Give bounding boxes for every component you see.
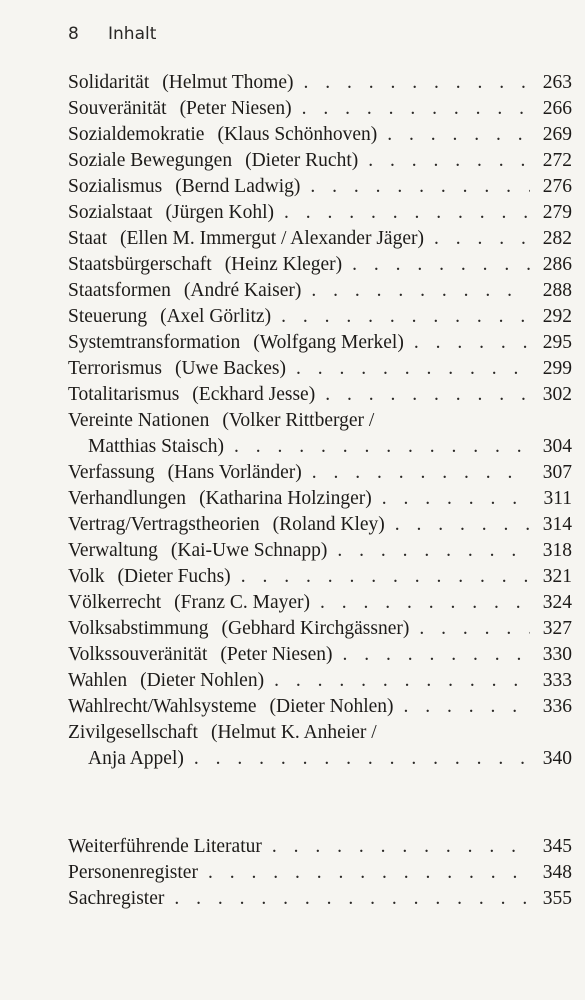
entry-author: (Katharina Holzinger) — [199, 488, 372, 509]
entry-label — [68, 616, 409, 642]
toc-entry[interactable] — [68, 590, 572, 616]
toc-entry[interactable] — [68, 356, 572, 382]
entry-author: (Peter Niesen) — [220, 644, 333, 665]
section-gap — [68, 772, 572, 834]
entry-page-number: 286 — [542, 254, 572, 275]
running-header — [68, 24, 156, 44]
entry-page-number: 302 — [542, 384, 572, 405]
entry-term: Soziale Bewegungen — [68, 150, 233, 171]
entry-author: (Klaus Schönhoven) — [217, 124, 378, 145]
dot-leader — [395, 512, 530, 538]
dot-leader — [234, 434, 530, 460]
dot-leader — [325, 382, 530, 408]
entry-label — [68, 382, 315, 408]
entry-label — [68, 886, 164, 912]
entry-author: (Eckhard Jesse) — [192, 384, 316, 405]
entry-label — [68, 252, 342, 278]
entry-author: (Kai-Uwe Schnapp) — [170, 540, 328, 561]
entry-author: (Helmut Thome) — [162, 72, 294, 93]
entry-label — [68, 330, 404, 356]
entry-term: Volkssouveränität — [68, 644, 208, 665]
appendix-term: Weiterführende Literatur — [68, 836, 262, 857]
entry-page-number: 292 — [542, 306, 572, 327]
dot-leader — [368, 148, 530, 174]
dot-leader — [274, 668, 530, 694]
entry-term: Totalitarismus — [68, 384, 180, 405]
toc-entry[interactable] — [68, 538, 572, 564]
entry-term: Vereinte Nationen — [68, 410, 210, 431]
entry-author-continuation: Anja Appel) — [88, 748, 184, 769]
toc-entry[interactable] — [68, 512, 572, 538]
entry-author: (Jürgen Kohl) — [165, 202, 274, 223]
entry-page-number: 321 — [542, 566, 572, 587]
toc-entry-first-line[interactable] — [68, 408, 572, 434]
dot-leader — [208, 860, 530, 886]
entry-author: (Ellen M. Immergut / Alexander Jäger) — [120, 228, 424, 249]
entry-label — [68, 860, 198, 886]
toc-entry[interactable] — [68, 122, 572, 148]
dot-leader — [272, 834, 530, 860]
entry-author: (Wolfgang Merkel) — [253, 332, 404, 353]
entry-page-number: 327 — [542, 618, 572, 639]
entry-label — [68, 356, 286, 382]
entry-page-number: 348 — [542, 862, 572, 883]
toc-entry[interactable] — [68, 616, 572, 642]
entry-label — [68, 564, 231, 590]
toc-entry[interactable] — [68, 886, 572, 912]
dot-leader — [404, 694, 530, 720]
toc-entry[interactable] — [68, 330, 572, 356]
entry-author: (Peter Niesen) — [179, 98, 292, 119]
entry-term: Volksabstimmung — [68, 618, 209, 639]
toc-entry[interactable] — [68, 860, 572, 886]
entry-author: (Dieter Nohlen) — [269, 696, 394, 717]
entry-page-number: 336 — [542, 696, 572, 717]
entry-label — [68, 96, 292, 122]
entry-label — [68, 122, 377, 148]
entry-page-number: 295 — [542, 332, 572, 353]
entry-author: (Hans Vorländer) — [167, 462, 302, 483]
dot-leader — [342, 642, 530, 668]
appendix-term: Sachregister — [68, 888, 165, 909]
entry-page-number: 318 — [542, 540, 572, 561]
entry-label — [68, 434, 224, 460]
header-title: Inhalt — [108, 24, 157, 44]
toc-entry[interactable] — [68, 460, 572, 486]
dot-leader — [382, 486, 530, 512]
entry-page-number: 279 — [542, 202, 572, 223]
table-of-contents — [68, 70, 572, 912]
toc-entry[interactable] — [68, 174, 572, 200]
entry-page-number: 311 — [543, 488, 572, 509]
entry-page-number: 269 — [542, 124, 572, 145]
entry-label — [68, 512, 385, 538]
dot-leader — [312, 460, 530, 486]
entry-term: Staatsbürgerschaft — [68, 254, 212, 275]
entry-label — [68, 668, 264, 694]
entry-term: Steuerung — [68, 306, 148, 327]
entry-term: Wahlen — [68, 670, 128, 691]
entry-label — [68, 278, 301, 304]
entry-page-number: 288 — [542, 280, 572, 301]
dot-leader — [419, 616, 530, 642]
toc-entry[interactable] — [68, 96, 572, 122]
entry-page-number: 263 — [542, 72, 572, 93]
entry-page-number: 345 — [542, 836, 572, 857]
entry-term: Terrorismus — [68, 358, 162, 379]
toc-entry[interactable] — [68, 148, 572, 174]
entry-label — [68, 148, 358, 174]
entry-term: Sozialismus — [68, 176, 163, 197]
entry-term: Zivilgesellschaft — [68, 722, 198, 743]
entry-author: (Bernd Ladwig) — [175, 176, 301, 197]
entry-label — [68, 226, 424, 252]
dot-leader — [414, 330, 530, 356]
entry-author: (Heinz Kleger) — [224, 254, 343, 275]
entry-author: (Franz C. Mayer) — [174, 592, 311, 613]
dot-leader — [194, 746, 530, 772]
entry-page-number: 307 — [542, 462, 572, 483]
dot-leader — [284, 200, 530, 226]
entry-term: Solidarität — [68, 72, 150, 93]
entry-term: Volk — [68, 566, 105, 587]
dot-leader — [387, 122, 530, 148]
entry-term: Systemtransformation — [68, 332, 241, 353]
toc-entry[interactable] — [68, 564, 572, 590]
toc-entry[interactable] — [68, 694, 572, 720]
dot-leader — [174, 886, 530, 912]
page-number: 8 — [68, 24, 79, 44]
entry-author: (Gebhard Kirchgässner) — [221, 618, 410, 639]
entry-term: Sozialstaat — [68, 202, 153, 223]
dot-leader — [311, 278, 530, 304]
entry-label — [68, 460, 302, 486]
dot-leader — [241, 564, 530, 590]
entry-page-number: 299 — [542, 358, 572, 379]
toc-entry[interactable] — [68, 746, 572, 772]
dot-leader — [304, 70, 531, 96]
entry-author: (Roland Kley) — [272, 514, 385, 535]
entry-author: (Helmut K. Anheier / — [210, 722, 377, 743]
dot-leader — [281, 304, 530, 330]
toc-entry[interactable] — [68, 278, 572, 304]
entry-page-number: 272 — [542, 150, 572, 171]
entry-author: (André Kaiser) — [183, 280, 302, 301]
entry-label — [68, 538, 327, 564]
toc-entry[interactable] — [68, 834, 572, 860]
entry-label — [68, 70, 294, 96]
toc-entry-first-line[interactable] — [68, 720, 572, 746]
entry-author: (Dieter Nohlen) — [140, 670, 265, 691]
entry-term: Verfassung — [68, 462, 155, 483]
entry-label — [68, 590, 310, 616]
entry-label — [68, 304, 271, 330]
toc-entry[interactable] — [68, 252, 572, 278]
appendix-term: Personenregister — [68, 862, 198, 883]
entry-label — [68, 486, 372, 512]
entry-page-number: 355 — [542, 888, 572, 909]
entry-author: (Axel Görlitz) — [160, 306, 272, 327]
entry-term: Vertrag/Vertragstheorien — [68, 514, 260, 535]
dot-leader — [320, 590, 530, 616]
toc-entry[interactable] — [68, 382, 572, 408]
entry-author: (Dieter Fuchs) — [117, 566, 231, 587]
toc-entry[interactable] — [68, 486, 572, 512]
entry-page-number: 304 — [542, 436, 572, 457]
entry-term: Wahlrecht/Wahlsysteme — [68, 696, 257, 717]
entry-author: (Volker Rittberger / — [222, 410, 375, 431]
dot-leader — [337, 538, 530, 564]
entry-page-number: 324 — [542, 592, 572, 613]
toc-entry[interactable] — [68, 226, 572, 252]
entry-term: Völkerrecht — [68, 592, 162, 613]
entry-page-number: 282 — [542, 228, 572, 249]
toc-entry[interactable] — [68, 304, 572, 330]
entry-page-number: 266 — [542, 98, 572, 119]
entry-page-number: 340 — [542, 748, 572, 769]
dot-leader — [296, 356, 530, 382]
entry-author-continuation: Matthias Staisch) — [88, 436, 224, 457]
entry-page-number: 330 — [542, 644, 572, 665]
entry-term: Verwaltung — [68, 540, 158, 561]
toc-entry[interactable] — [68, 642, 572, 668]
entry-term: Souveränität — [68, 98, 167, 119]
entry-label — [68, 642, 332, 668]
toc-entry[interactable] — [68, 200, 572, 226]
entry-author: (Dieter Rucht) — [245, 150, 359, 171]
entry-term: Verhandlungen — [68, 488, 187, 509]
entry-term: Sozialdemokratie — [68, 124, 205, 145]
toc-entry[interactable] — [68, 668, 572, 694]
entry-author: (Uwe Backes) — [174, 358, 286, 379]
toc-entry[interactable] — [68, 434, 572, 460]
entry-label — [68, 694, 394, 720]
entry-term: Staatsformen — [68, 280, 171, 301]
dot-leader — [352, 252, 530, 278]
entry-page-number: 314 — [542, 514, 572, 535]
entry-label — [68, 746, 184, 772]
toc-entry[interactable] — [68, 70, 572, 96]
entry-label — [68, 174, 300, 200]
entry-page-number: 333 — [542, 670, 572, 691]
entry-label — [68, 200, 274, 226]
entry-label — [68, 834, 262, 860]
entry-page-number: 276 — [542, 176, 572, 197]
dot-leader — [310, 174, 530, 200]
entry-term: Staat — [68, 228, 107, 249]
dot-leader — [434, 226, 530, 252]
dot-leader — [302, 96, 530, 122]
